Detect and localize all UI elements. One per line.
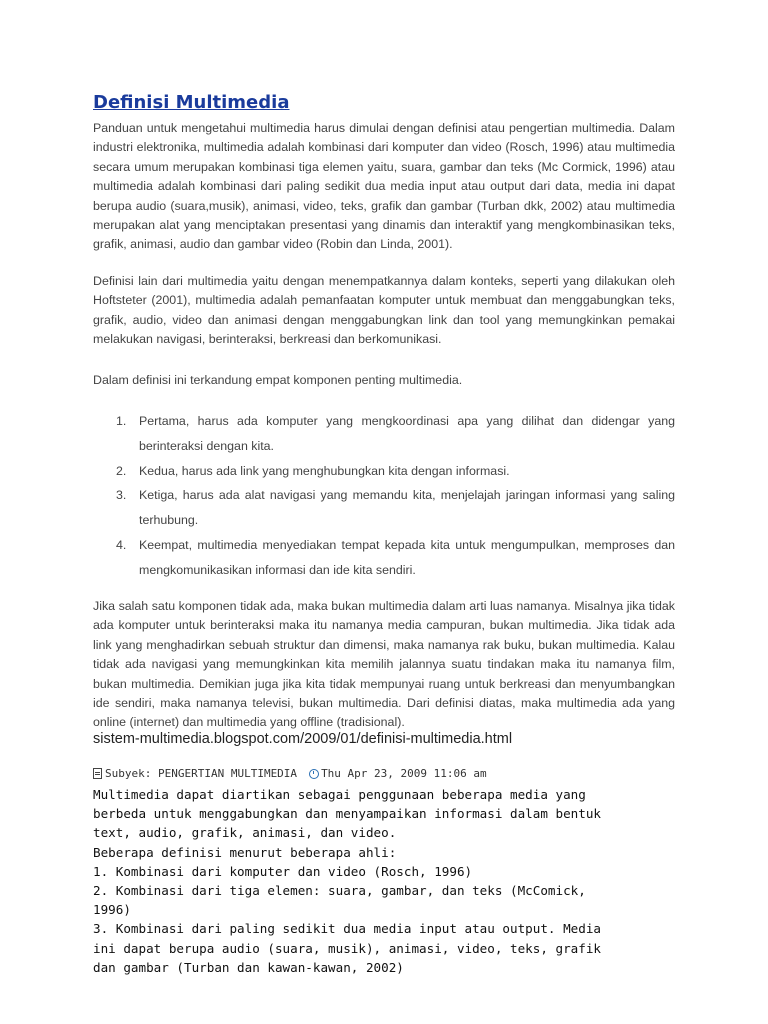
- post-line: 1. Kombinasi dari komputer dan video (Rosch, 1996): [93, 863, 473, 879]
- components-intro-paragraph: Dalam definisi ini terkandung empat komponen penting multimedia.: [93, 373, 463, 387]
- post-subject: Subyek: PENGERTIAN MULTIMEDIA: [105, 767, 298, 780]
- list-item-text: Keempat, multimedia menyediakan tempat kepada kita untuk mengumpulkan, memproses dan mengkomunikasikan informasi dan ide kita sendiri.: [139, 537, 675, 577]
- page-title: Definisi Multimedia: [93, 92, 290, 113]
- list-item: [93, 459, 675, 484]
- list-item: [93, 409, 675, 459]
- list-item: [93, 483, 675, 533]
- list-item-text: Ketiga, harus ada alat navigasi yang memandu kita, menjelajah jaringan informasi yang saling terhubung.: [139, 488, 675, 528]
- post-meta: [93, 767, 487, 780]
- intro-paragraph: Panduan untuk mengetahui multimedia harus dimulai dengan definisi atau pengertian multimedia. Dalam industri elektronika, multimedia adalah kombinasi dari komputer dan video (Rosch, 1996) atau multimedia secara umum merupakan kombinasi tiga elemen yaitu, suara, gambar dan teks (Mc Cormick, 1996) atau multimedia adalah kombinasi dari paling sedikit dua media input atau output dari data, media ini dapat berupa audio (suara,musik), animasi, video, teks, grafik dan gambar (Turban dkk, 2002) atau multimedia merupakan alat yang menciptakan presentasi yang dinamis dan interaktif yang mengkombinasikan teks, grafik, animasi, audio dan gambar video (Robin dan Linda, 2001).: [93, 121, 675, 252]
- list-item-number: 4.: [116, 537, 127, 552]
- conclusion-paragraph: Jika salah satu komponen tidak ada, maka bukan multimedia dalam arti luas namanya. Misalnya jika tidak ada komputer untuk berinteraksi maka itu namanya media campuran, bukan multimedia. Jika tidak ada link yang menghadirkan sebuah struktur dan dimensi, maka namanya rak buku, bukan multimedia. Kalau tidak ada navigasi yang memungkinkan kita memilih jalannya suatu tindakan maka itu namanya film, bukan multimedia. Demikian juga jika kita tidak mempunyai ruang untuk berkreasi dan menyumbangkan ide sendiri, maka namanya televisi, bukan multimedia. Dari definisi diatas, maka multimedia ada yang online (internet) dan multimedia yang offline (tradisional).: [93, 599, 675, 730]
- context-paragraph: Definisi lain dari multimedia yaitu dengan menempatkannya dalam konteks, seperti yang dilakukan oleh Hoftsteter (2001), multimedia adalah pemanfaatan komputer untuk membuat dan menggabungkan teks, grafik, audio, video dan animasi dengan menggabungkan link dan tool yang memungkinkan pemakai melakukan navigasi, berinteraksi, berkreasi dan berkomunikasi.: [93, 274, 675, 347]
- source-url[interactable]: sistem-multimedia.blogspot.com/2009/01/definisi-multimedia.html: [93, 731, 513, 747]
- list-item-number: 2.: [116, 463, 127, 478]
- list-item-number: 3.: [116, 488, 127, 503]
- post-line: Multimedia dapat diartikan sebagai penggunaan beberapa media yang berbeda untuk menggabungkan dan menyampaikan informasi dalam bentuk text, audio, grafik, animasi, dan video.: [93, 787, 601, 841]
- list-item-text: Kedua, harus ada link yang menghubungkan kita dengan informasi.: [139, 463, 510, 478]
- post-date: Thu Apr 23, 2009 11:06 am: [321, 767, 487, 780]
- list-item: [93, 533, 675, 583]
- post-body: [93, 785, 613, 977]
- document-icon: [93, 768, 102, 779]
- list-item-text: Pertama, harus ada komputer yang mengkoordinasi apa yang dilihat dan didengar yang berinteraksi dengan kita.: [139, 414, 675, 453]
- post-line: Beberapa definisi menurut beberapa ahli:: [93, 844, 397, 860]
- components-list: [93, 409, 675, 583]
- clock-icon: [309, 769, 319, 779]
- list-item-number: 1.: [116, 414, 127, 428]
- post-line: 2. Kombinasi dari tiga elemen: suara, gambar, dan teks (McComick, 1996): [93, 883, 586, 918]
- post-line: 3. Kombinasi dari paling sedikit dua media input atau output. Media ini dapat berupa audio (suara, musik), animasi, video, teks, grafik dan gambar (Turban dan kawan-kawan, 2002): [93, 921, 601, 975]
